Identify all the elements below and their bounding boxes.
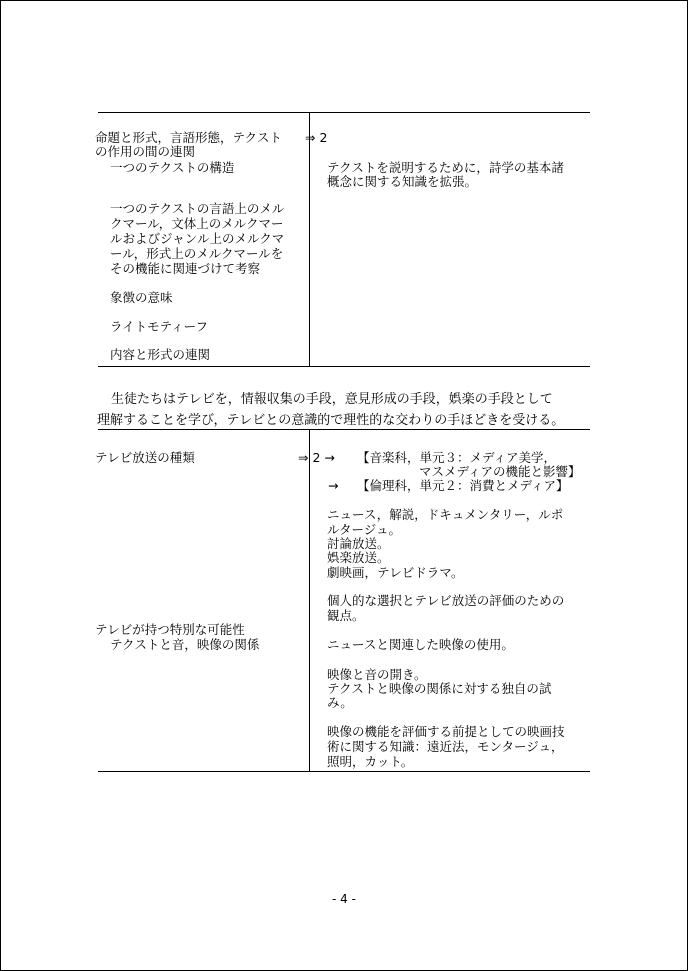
table1-arrow: ⇒ 2 bbox=[305, 130, 328, 145]
table1-left-line-8: その機能に関連づけて考察 bbox=[110, 261, 261, 276]
table1-bottom-rule bbox=[98, 366, 590, 367]
page-number: - 4 - bbox=[332, 892, 356, 906]
table1-left-line-2: の作用の間の連関 bbox=[95, 144, 196, 159]
table2-right-line-15: 映像の機能を評価する前提としての映画技 bbox=[327, 724, 565, 739]
table2-column-divider bbox=[309, 429, 310, 771]
table2-right-line-12: 映像と音の開き。 bbox=[327, 667, 427, 682]
table2-bottom-rule bbox=[98, 771, 590, 772]
table2-right-line-16: 術に関する知識：遠近法，モンタージュ， bbox=[327, 739, 564, 754]
table1-left-line-6: ルおよびジャンル上のメルクマ bbox=[110, 231, 285, 246]
table2-right-line-13: テクストと映像の関係に対する独自の試 bbox=[327, 681, 552, 696]
table2-right-line-2: マスメディアの機能と影響】 bbox=[419, 464, 581, 479]
table2-right-line-7: 娯楽放送。 bbox=[327, 550, 390, 565]
table2-left-line-3: テクストと音，映像の関係 bbox=[110, 637, 260, 652]
table2-right-line-8: 劇映画，テレビドラマ。 bbox=[327, 565, 464, 580]
paragraph-line-1: 生徒たちはテレビを，情報収集の手段，意見形成の手段，娯楽の手段として bbox=[111, 392, 553, 407]
table2-right-line-11: ニュースと関連した映像の使用。 bbox=[327, 637, 514, 652]
table1-right-line-1: テクストを説明するために，詩学の基本諸 bbox=[327, 160, 564, 175]
table1-left-line-3: 一つのテクストの構造 bbox=[110, 160, 235, 175]
paragraph-line-2: 理解することを学び，テレビとの意識的で理性的な交わりの手ほどきを受ける。 bbox=[97, 413, 565, 428]
table1-left-line-9: 象徴の意味 bbox=[110, 290, 173, 305]
table1-left-line-4: 一つのテクストの言語上のメル bbox=[110, 201, 285, 216]
table2-right-line-9: 個人的な選択とテレビ放送の評価のための bbox=[327, 593, 565, 608]
table2-left-line-1: テレビ放送の種類 bbox=[95, 450, 195, 465]
table1-left-line-7: ール，形式上のメルクマールを bbox=[110, 246, 284, 261]
table1-left-line-10: ライトモティーフ bbox=[110, 319, 209, 334]
paragraph bbox=[97, 389, 593, 431]
table2-right-line-5: ルタージュ。 bbox=[327, 522, 402, 537]
table2-arrow-second: → bbox=[328, 478, 339, 493]
table2-top-rule bbox=[98, 429, 590, 430]
table2-right-line-6: 討論放送。 bbox=[327, 536, 390, 551]
table2-right-line-14: み。 bbox=[327, 695, 353, 710]
table1-left-line-5: クマール，文体上のメルクマー bbox=[110, 216, 284, 231]
table2-right-line-1: 【音楽科，単元３：メディア美学， bbox=[357, 450, 557, 465]
table2-right-line-17: 照明，カット。 bbox=[327, 754, 414, 769]
table1-column-divider bbox=[309, 112, 310, 366]
table1-right-line-2: 概念に関する知識を拡張。 bbox=[327, 174, 478, 189]
table2-left-line-2: テレビが持つ特別な可能性 bbox=[95, 622, 245, 637]
table2-arrow: ⇒ 2 → bbox=[298, 450, 335, 465]
table1-left-line-1: 命題と形式，言語形態，テクスト bbox=[95, 130, 282, 145]
table2-right-line-3: 【倫理科，単元２：消費とメディア】 bbox=[357, 478, 569, 493]
table2-right-line-10: 観点。 bbox=[327, 608, 365, 623]
table1-top-rule bbox=[98, 112, 590, 113]
table2-right-line-4: ニュース，解説，ドキュメンタリー，ルポ bbox=[327, 507, 564, 522]
table1-left-line-11: 内容と形式の連関 bbox=[110, 347, 211, 362]
